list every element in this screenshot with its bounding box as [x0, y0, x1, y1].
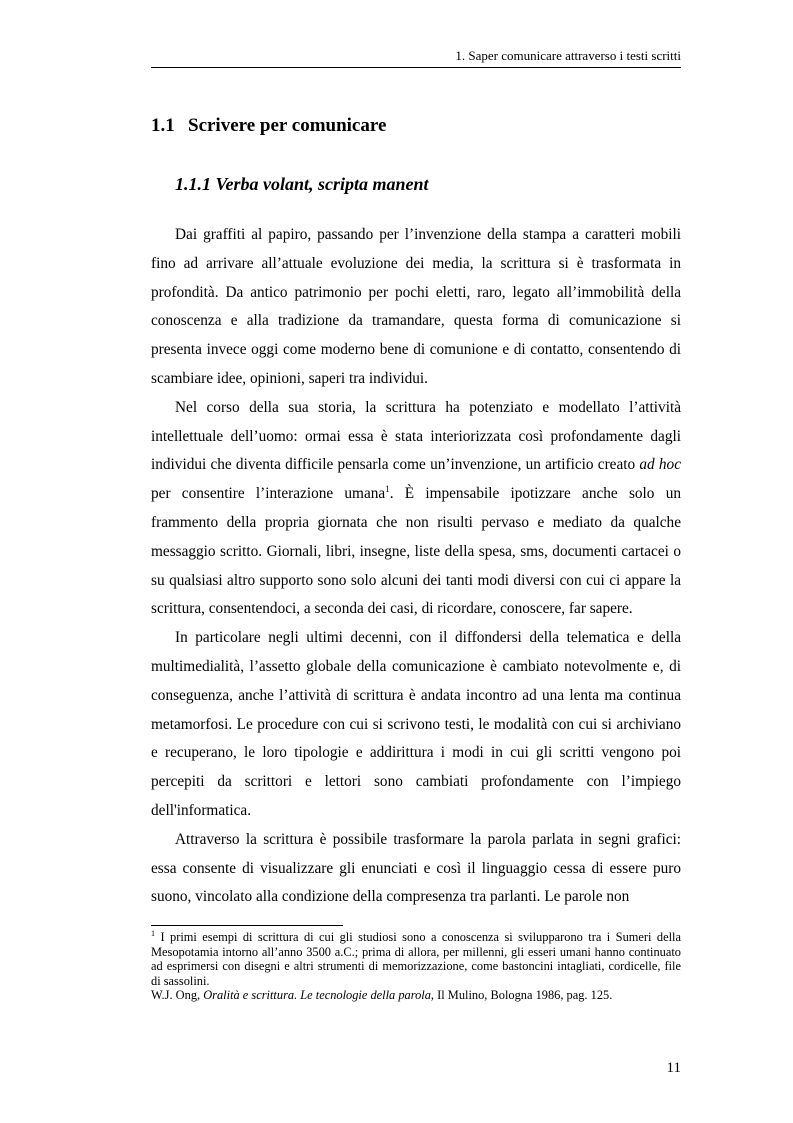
body-text [151, 221, 681, 912]
page-number: 11 [666, 1060, 681, 1076]
footnote-rule [151, 925, 343, 926]
subsection-heading: 1.1.1 Verba volant, scripta manent [175, 174, 429, 194]
footnote-reference[interactable]: 1 [385, 484, 390, 495]
citation-title: Oralità e scrittura. Le tecnologie della parola, [203, 988, 435, 1003]
paragraph-3: In particolare negli ultimi decenni, con il diffondersi della telematica e della multimedialità, l’assetto globale della comunicazione è cambiato notevolmente e, di conseguenza, anche l’attività di scrittura è andata incontro ad una lenta ma continua metamorfosi. Le procedure con cui si scrivono testi, le modalità con cui si archiviano e recuperano, le loro tipologie e addirittura i modi in cui gli scritti vengono poi percepiti da scrittori e lettori sono cambiati profondamente con l’impiego dell'informatica. [151, 629, 681, 819]
paragraph-2-part-a: Nel corso della sua storia, la scrittura ha potenziato e modellato l’attività intellettuale dell’uomo: ormai essa è stata interiorizzata così profondamente dagli individui che diventa difficile pensarla come un’invenzione, un artificio creato [151, 398, 681, 474]
paragraph-2 [151, 394, 681, 624]
footnotes [151, 930, 681, 1003]
footnote-citation [151, 988, 681, 1003]
paragraph-1: Dai graffiti al papiro, passando per l’invenzione della stampa a caratteri mobili fino ad arrivare all’attuale evoluzione dei media, la scrittura si è trasformata in profondità. Da antico patrimonio per pochi eletti, raro, legato all’immobilità della conoscenza e alla tradizione da tramandare, questa forma di comunicazione si presenta invece oggi come moderno bene di comunione e di contatto, consentendo di scambiare idee, opinioni, saperi tra individui. [151, 226, 681, 387]
paragraph-2-italic: ad hoc [639, 456, 681, 474]
footnote-marker: 1 [151, 929, 155, 938]
footnote-1 [151, 930, 681, 988]
citation-author: W.J. Ong, [151, 988, 204, 1003]
footnote-text: I primi esempi di scrittura di cui gli studiosi sono a conoscenza si svilupparono tra i Sumeri della Mesopotamia intorno all’anno 3500 a.C.; prima di allora, per millenni, gli esseri umani hanno continuato ad esprimersi con disegni e altri strumenti di memorizzazione, come bastoncini intagliati, cordicelle, file di sassolini. [151, 930, 681, 988]
paragraph-4: Attraverso la scrittura è possibile trasformare la parola parlata in segni grafici: essa consente di visualizzare gli enunciati e così il linguaggio cessa di essere puro suono, vincolato alla condizione della compresenza tra parlanti. Le parole non [151, 830, 681, 906]
running-header: 1. Saper comunicare attraverso i testi scritti [455, 48, 681, 63]
paragraph-2-part-c: . È impensabile ipotizzare anche solo un frammento della propria giornata che non risulti pervaso e mediato da qualche messaggio scritto. Giornali, libri, insegne, liste della spesa, sms, documenti cartacei o su qualsiasi altro supporto sono solo alcuni dei tanti modi diversi con cui ci appare la scrittura, consentendoci, a seconda dei casi, di ricordare, conoscere, far sapere. [151, 485, 681, 618]
section-title: Scrivere per comunicare [188, 115, 387, 136]
header-rule [151, 67, 681, 68]
citation-rest: Il Mulino, Bologna 1986, pag. 125. [434, 988, 613, 1003]
section-number: 1.1 [151, 115, 175, 136]
section-heading [151, 114, 386, 138]
paragraph-2-part-b: per consentire l’interazione umana [151, 485, 386, 503]
